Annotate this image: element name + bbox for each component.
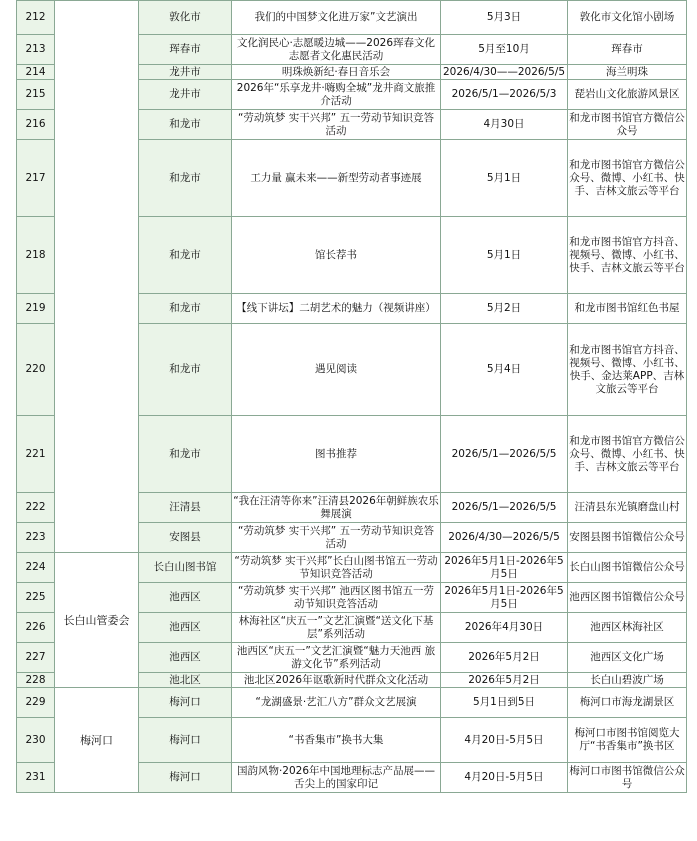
row-number: 219 [17, 294, 55, 324]
row-number: 213 [17, 35, 55, 65]
venue-cell: 琵岩山文化旅游风景区 [568, 80, 687, 110]
date-cell: 5月2日 [441, 294, 568, 324]
date-cell: 2026/4/30——2026/5/5 [441, 65, 568, 80]
region-cell: 池西区 [139, 583, 232, 613]
event-cell: 文化润民心·志愿暖边城——2026珲春文化志愿者文化惠民活动 [232, 35, 441, 65]
region-cell: 池北区 [139, 673, 232, 688]
row-number: 228 [17, 673, 55, 688]
region-cell: 梅河口 [139, 718, 232, 763]
row-number: 217 [17, 140, 55, 217]
venue-cell: 长白山图书馆微信公众号 [568, 553, 687, 583]
event-cell: 2026年“乐享龙井·嗨购全城”龙井商文旅推介活动 [232, 80, 441, 110]
date-cell: 4月20日-5月5日 [441, 718, 568, 763]
row-number: 212 [17, 1, 55, 35]
date-cell: 5月至10月 [441, 35, 568, 65]
event-cell: “劳动筑梦 实干兴邦”长白山图书馆五一劳动节知识竞答活动 [232, 553, 441, 583]
date-cell: 2026/5/1—2026/5/5 [441, 416, 568, 493]
event-cell: 馆长荐书 [232, 217, 441, 294]
row-number: 225 [17, 583, 55, 613]
event-cell: “书香集市”换书大集 [232, 718, 441, 763]
event-cell: “我在汪清等你来”汪清县2026年朝鲜族农乐舞展演 [232, 493, 441, 523]
event-cell: 池北区2026年讴歌新时代群众文化活动 [232, 673, 441, 688]
event-cell: 池西区“庆五一”文艺汇演暨“魅力天池西 旅游文化节”系列活动 [232, 643, 441, 673]
region-cell: 池西区 [139, 613, 232, 643]
row-number: 215 [17, 80, 55, 110]
region-cell: 和龙市 [139, 140, 232, 217]
date-cell: 5月1日 [441, 217, 568, 294]
date-cell: 2026年5月2日 [441, 643, 568, 673]
date-cell: 5月1日到5日 [441, 688, 568, 718]
venue-cell: 梅河口市海龙湖景区 [568, 688, 687, 718]
event-cell: 国韵风物·2026年中国地理标志产品展——舌尖上的国家印记 [232, 763, 441, 793]
date-cell: 4月30日 [441, 110, 568, 140]
venue-cell: 长白山碧波广场 [568, 673, 687, 688]
event-cell: 明珠焕新纪·春日音乐会 [232, 65, 441, 80]
venue-cell: 池西区图书馆微信公众号 [568, 583, 687, 613]
venue-cell: 梅河口市图书馆微信公众号 [568, 763, 687, 793]
row-number: 223 [17, 523, 55, 553]
region-cell: 长白山图书馆 [139, 553, 232, 583]
table-row [17, 688, 687, 718]
venue-cell: 和龙市图书馆官方微信公众号、微博、小红书、快手、吉林文旅云等平台 [568, 140, 687, 217]
venue-cell: 珲春市 [568, 35, 687, 65]
region-cell: 安图县 [139, 523, 232, 553]
region-cell: 梅河口 [139, 688, 232, 718]
date-cell: 2026/5/1—2026/5/5 [441, 493, 568, 523]
group-cell-blank [55, 1, 139, 553]
date-cell: 2026/5/1—2026/5/3 [441, 80, 568, 110]
row-number: 216 [17, 110, 55, 140]
row-number: 226 [17, 613, 55, 643]
group-cell-meihekou: 梅河口 [55, 688, 139, 793]
row-number: 220 [17, 324, 55, 416]
venue-cell: 池西区林海社区 [568, 613, 687, 643]
venue-cell: 池西区文化广场 [568, 643, 687, 673]
table-row [17, 1, 687, 35]
row-number: 227 [17, 643, 55, 673]
region-cell: 和龙市 [139, 294, 232, 324]
event-cell: “劳动筑梦 实干兴邦” 池西区图书馆五一劳动节知识竞答活动 [232, 583, 441, 613]
region-cell: 梅河口 [139, 763, 232, 793]
venue-cell: 和龙市图书馆官方微信公众号 [568, 110, 687, 140]
date-cell: 5月1日 [441, 140, 568, 217]
event-cell: “劳动筑梦 实干兴邦” 五一劳动节知识竞答活动 [232, 523, 441, 553]
row-number: 221 [17, 416, 55, 493]
table-row [17, 553, 687, 583]
venue-cell: 汪清县东光镇磨盘山村 [568, 493, 687, 523]
venue-cell: 敦化市文化馆小剧场 [568, 1, 687, 35]
region-cell: 珲春市 [139, 35, 232, 65]
row-number: 231 [17, 763, 55, 793]
region-cell: 龙井市 [139, 80, 232, 110]
venue-cell: 和龙市图书馆官方抖音、视频号、微博、小红书、快手、吉林文旅云等平台 [568, 217, 687, 294]
event-cell: 【线下讲坛】二胡艺术的魅力（视频讲座） [232, 294, 441, 324]
event-cell: 遇见阅读 [232, 324, 441, 416]
venue-cell: 安图县图书馆微信公众号 [568, 523, 687, 553]
date-cell: 2026年4月30日 [441, 613, 568, 643]
region-cell: 和龙市 [139, 324, 232, 416]
row-number: 229 [17, 688, 55, 718]
venue-cell: 海兰明珠 [568, 65, 687, 80]
row-number: 224 [17, 553, 55, 583]
region-cell: 敦化市 [139, 1, 232, 35]
region-cell: 汪清县 [139, 493, 232, 523]
venue-cell: 和龙市图书馆官方抖音、视频号、微博、小红书、快手、金达莱APP、吉林文旅云等平台 [568, 324, 687, 416]
region-cell: 和龙市 [139, 110, 232, 140]
event-cell: 林海社区“庆五一”文艺汇演暨“送文化下基层”系列活动 [232, 613, 441, 643]
row-number: 218 [17, 217, 55, 294]
date-cell: 2026年5月1日-2026年5月5日 [441, 553, 568, 583]
event-cell: “龙湖盛景·艺汇八方”群众文艺展演 [232, 688, 441, 718]
date-cell: 2026年5月2日 [441, 673, 568, 688]
region-cell: 池西区 [139, 643, 232, 673]
region-cell: 龙井市 [139, 65, 232, 80]
venue-cell: 和龙市图书馆官方微信公众号、微博、小红书、快手、吉林文旅云等平台 [568, 416, 687, 493]
date-cell: 5月4日 [441, 324, 568, 416]
date-cell: 4月20日-5月5日 [441, 763, 568, 793]
event-cell: 工力量 赢未来——新型劳动者事迹展 [232, 140, 441, 217]
date-cell: 2026年5月1日-2026年5月5日 [441, 583, 568, 613]
venue-cell: 和龙市图书馆红色书屋 [568, 294, 687, 324]
row-number: 214 [17, 65, 55, 80]
date-cell: 2026/4/30—2026/5/5 [441, 523, 568, 553]
events-table [16, 0, 687, 793]
event-cell: “劳动筑梦 实干兴邦” 五一劳动节知识竞答活动 [232, 110, 441, 140]
row-number: 222 [17, 493, 55, 523]
venue-cell: 梅河口市图书馆阅览大厅“书香集市”换书区 [568, 718, 687, 763]
region-cell: 和龙市 [139, 416, 232, 493]
region-cell: 和龙市 [139, 217, 232, 294]
row-number: 230 [17, 718, 55, 763]
group-cell-changbaishan: 长白山管委会 [55, 553, 139, 688]
event-cell: 我们的中国梦文化进万家”文艺演出 [232, 1, 441, 35]
event-cell: 图书推荐 [232, 416, 441, 493]
date-cell: 5月3日 [441, 1, 568, 35]
